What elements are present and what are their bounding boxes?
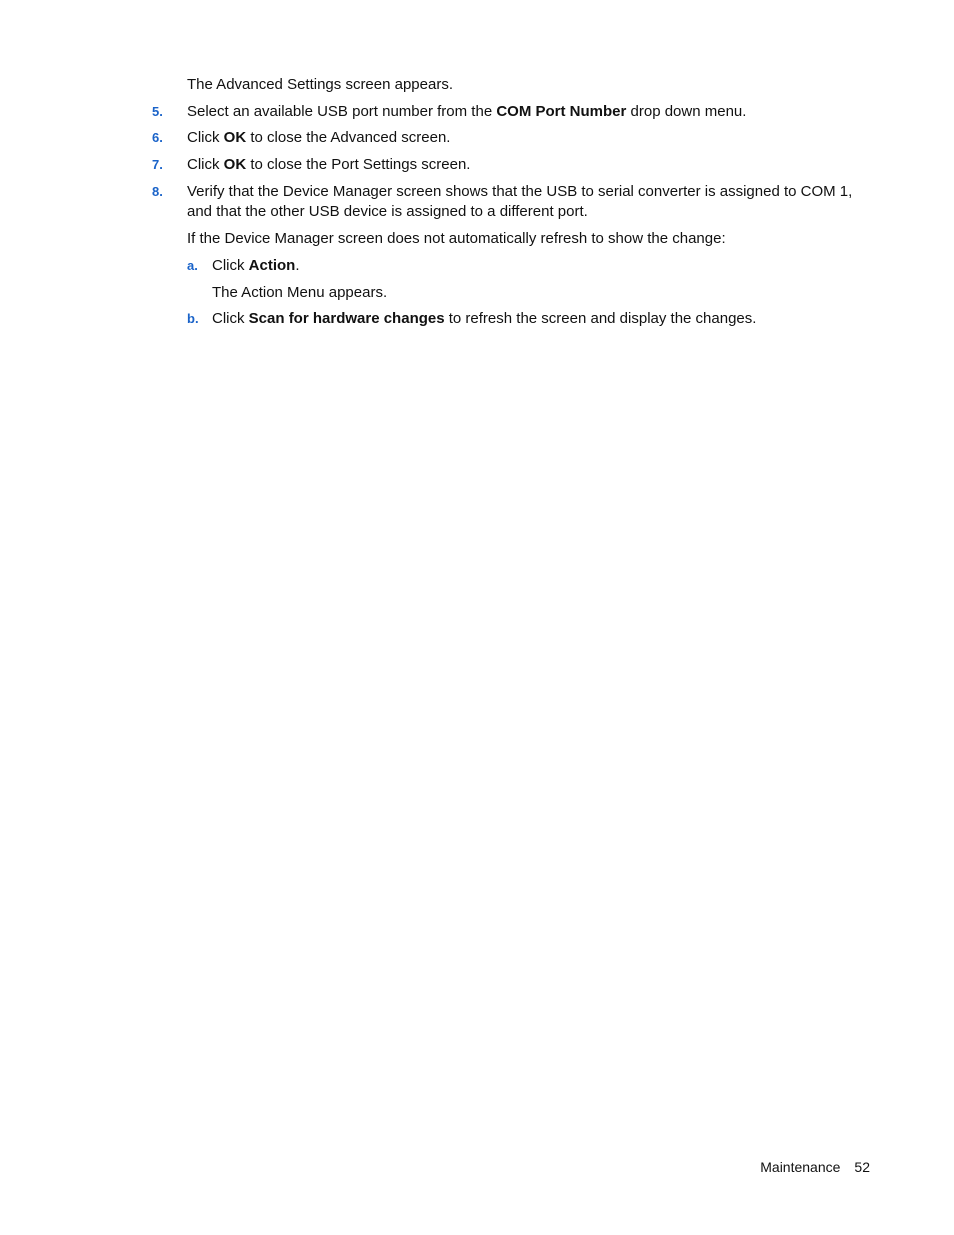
step-5-bold: COM Port Number xyxy=(496,103,627,120)
step-8-line1: Verify that the Device Manager screen shows that the USB to serial converter is assigned to COM 1, xyxy=(187,183,853,200)
substep-a-number: a. xyxy=(187,258,198,273)
footer-section: Maintenance xyxy=(760,1159,841,1175)
step-7-post: to close the Port Settings screen. xyxy=(246,156,471,173)
step-5-pre: Select an available USB port number from the xyxy=(187,103,497,120)
step-6-post: to close the Advanced screen. xyxy=(246,129,451,146)
substep-a-note: The Action Menu appears. xyxy=(212,284,388,301)
substep-b-bold: Scan for hardware changes xyxy=(248,310,445,327)
step-6-number: 6. xyxy=(152,130,163,145)
page-footer xyxy=(760,1157,870,1177)
step-6-pre: Click xyxy=(187,129,224,146)
substep-b-post: to refresh the screen and display the changes. xyxy=(444,310,757,327)
substep-b-number: b. xyxy=(187,311,199,326)
step-7-bold: OK xyxy=(223,156,247,173)
substep-a-bold: Action xyxy=(248,257,296,274)
substep-a-text xyxy=(212,256,300,276)
substep-a-pre: Click xyxy=(212,257,249,274)
step-6-text xyxy=(187,128,450,148)
page-number: 52 xyxy=(854,1159,870,1175)
step-7-text xyxy=(187,155,470,175)
substep-b-pre: Click xyxy=(212,310,249,327)
substep-a-post: . xyxy=(295,257,300,274)
step-5-post: drop down menu. xyxy=(626,103,747,120)
step-8-number: 8. xyxy=(152,184,163,199)
intro-text: The Advanced Settings screen appears. xyxy=(187,76,454,93)
step-6-bold: OK xyxy=(223,129,247,146)
step-5-text xyxy=(187,102,746,122)
step-7-pre: Click xyxy=(187,156,224,173)
substep-b-text xyxy=(212,309,756,329)
step-8-note: If the Device Manager screen does not automatically refresh to show the change: xyxy=(187,230,726,247)
step-7-number: 7. xyxy=(152,157,163,172)
step-8-line2: and that the other USB device is assigned to a different port. xyxy=(187,203,588,220)
step-5-number: 5. xyxy=(152,104,163,119)
